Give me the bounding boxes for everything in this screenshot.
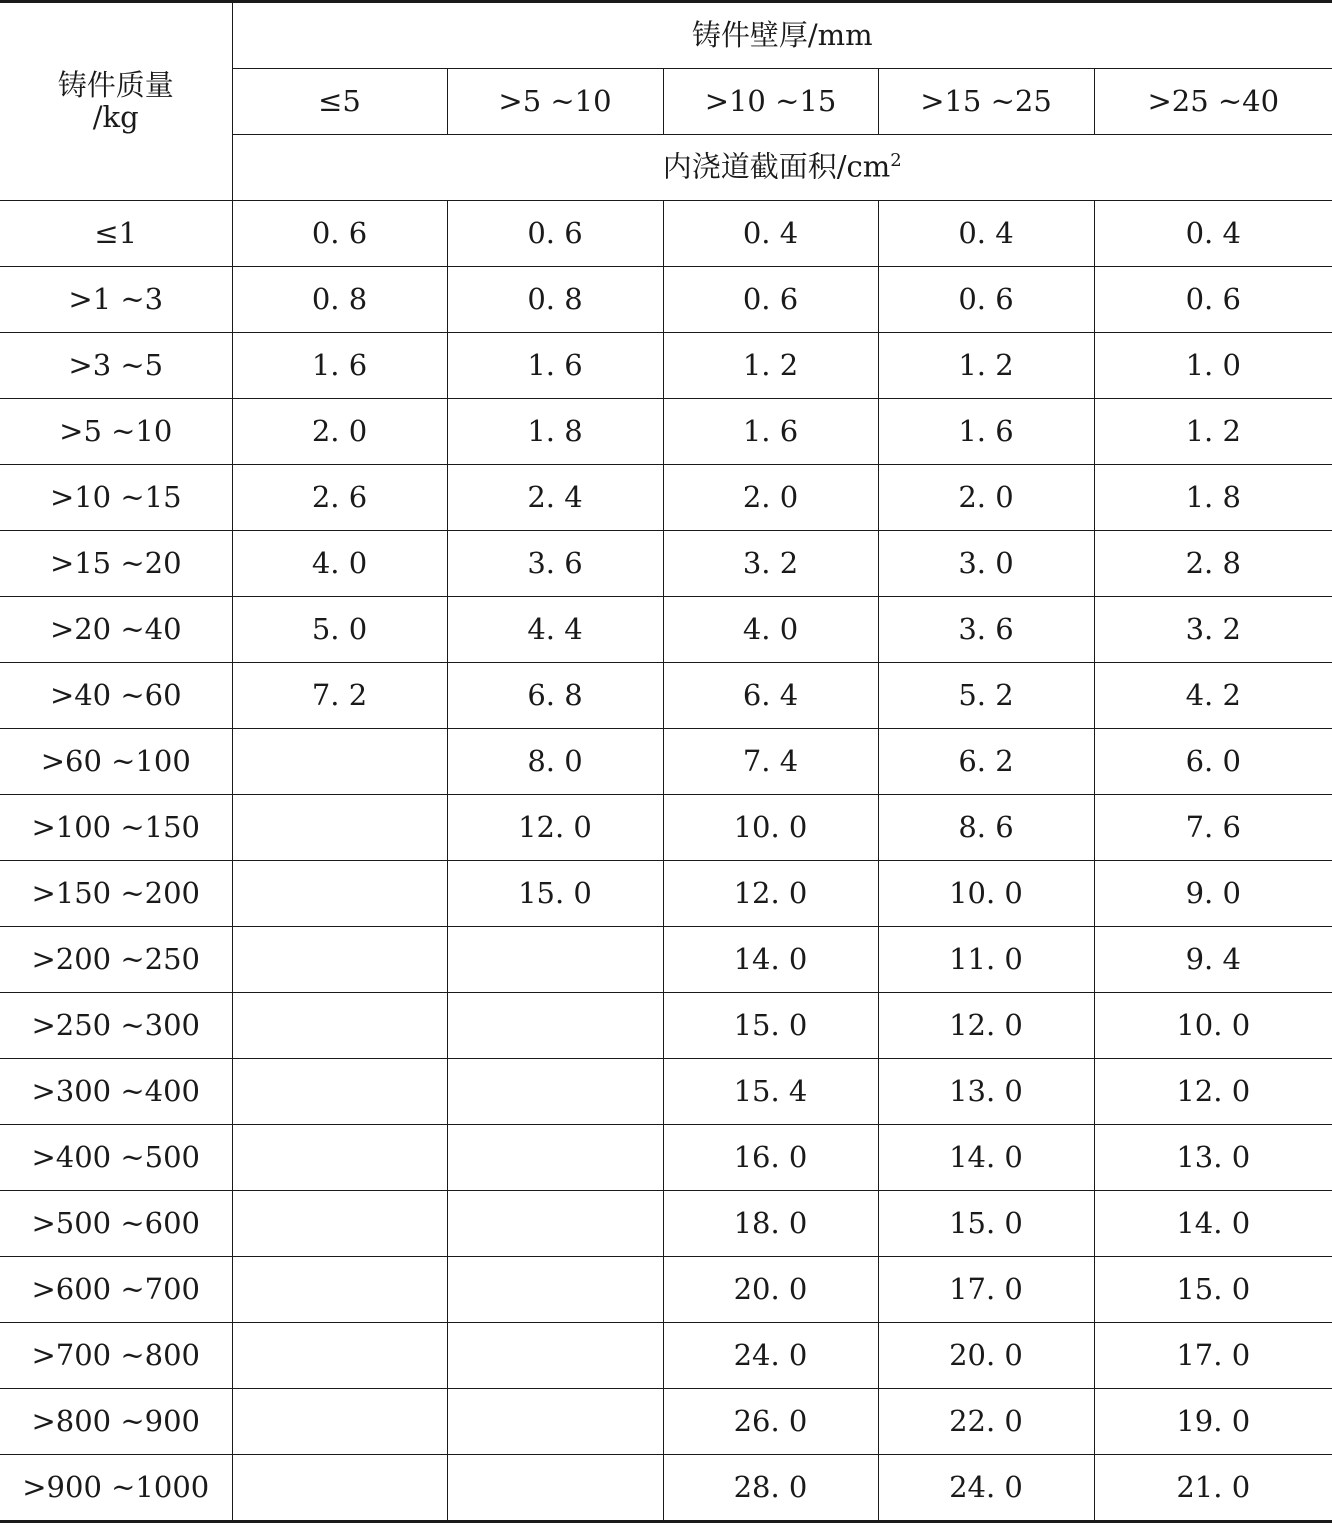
gate-area-cell xyxy=(232,1389,447,1455)
table-row xyxy=(0,927,1332,993)
gate-area-cell: 15. 0 xyxy=(878,1191,1094,1257)
gate-area-cell: 3. 6 xyxy=(447,531,663,597)
gate-area-cell: 7. 6 xyxy=(1094,795,1332,861)
table-row xyxy=(0,1059,1332,1125)
table-row xyxy=(0,861,1332,927)
table-row xyxy=(0,1191,1332,1257)
table-row xyxy=(0,1389,1332,1455)
gate-area-cell xyxy=(447,1191,663,1257)
gate-area-cell: 2. 8 xyxy=(1094,531,1332,597)
casting-mass-unit: /kg xyxy=(92,99,139,134)
row-label-mass-range: >500 ~600 xyxy=(0,1191,232,1257)
gate-area-cell: 1. 6 xyxy=(663,399,878,465)
gate-area-cell: 13. 0 xyxy=(878,1059,1094,1125)
gate-area-cell: 2. 0 xyxy=(878,465,1094,531)
gate-area-cell: 0. 8 xyxy=(447,267,663,333)
gate-area-cell: 1. 2 xyxy=(1094,399,1332,465)
gate-area-cell xyxy=(447,927,663,993)
gate-area-unit-exponent: 2 xyxy=(890,150,902,172)
row-label-mass-range: >600 ~700 xyxy=(0,1257,232,1323)
gate-area-cell: 2. 4 xyxy=(447,465,663,531)
table-row xyxy=(0,663,1332,729)
gate-area-cell: 0. 6 xyxy=(232,201,447,267)
gate-area-cell: 7. 2 xyxy=(232,663,447,729)
gate-area-cell: 1. 2 xyxy=(663,333,878,399)
col-header-thickness: >15 ~25 xyxy=(878,69,1094,135)
gate-area-cell: 21. 0 xyxy=(1094,1455,1332,1522)
gate-area-cell xyxy=(447,1455,663,1522)
gate-area-cell: 15. 0 xyxy=(663,993,878,1059)
gate-area-cell: 1. 6 xyxy=(232,333,447,399)
table-row xyxy=(0,333,1332,399)
gate-area-cell: 3. 0 xyxy=(878,531,1094,597)
col-header-thickness: ≤5 xyxy=(232,69,447,135)
col-header-thickness: >25 ~40 xyxy=(1094,69,1332,135)
gate-area-cell: 28. 0 xyxy=(663,1455,878,1522)
casting-mass-header xyxy=(0,2,232,201)
gate-area-cell xyxy=(232,861,447,927)
gate-area-cell: 1. 8 xyxy=(1094,465,1332,531)
gate-area-cell: 0. 4 xyxy=(878,201,1094,267)
gate-area-cell xyxy=(232,1125,447,1191)
gate-area-cell: 3. 6 xyxy=(878,597,1094,663)
gate-area-cell xyxy=(232,927,447,993)
gate-area-cell: 17. 0 xyxy=(1094,1323,1332,1389)
gate-area-cell xyxy=(447,1257,663,1323)
gate-area-cell: 8. 6 xyxy=(878,795,1094,861)
table-row xyxy=(0,1125,1332,1191)
gate-area-title: 内浇道截面积/cm xyxy=(662,149,891,184)
gate-area-cell: 10. 0 xyxy=(663,795,878,861)
gate-area-cell: 11. 0 xyxy=(878,927,1094,993)
table-row xyxy=(0,1455,1332,1522)
row-label-mass-range: >40 ~60 xyxy=(0,663,232,729)
gate-area-cell: 17. 0 xyxy=(878,1257,1094,1323)
gate-area-cell: 0. 6 xyxy=(1094,267,1332,333)
row-label-mass-range: ≤1 xyxy=(0,201,232,267)
gate-area-cell: 22. 0 xyxy=(878,1389,1094,1455)
gate-area-cell: 5. 0 xyxy=(232,597,447,663)
gate-area-cell: 6. 8 xyxy=(447,663,663,729)
wall-thickness-header: 铸件壁厚/mm xyxy=(232,2,1332,69)
table-row xyxy=(0,531,1332,597)
gate-area-cell: 24. 0 xyxy=(663,1323,878,1389)
gate-area-cell: 15. 4 xyxy=(663,1059,878,1125)
gate-area-cell: 0. 4 xyxy=(663,201,878,267)
gate-area-cell: 2. 6 xyxy=(232,465,447,531)
gate-area-cell: 24. 0 xyxy=(878,1455,1094,1522)
gate-area-cell: 16. 0 xyxy=(663,1125,878,1191)
gate-area-cell: 9. 4 xyxy=(1094,927,1332,993)
gate-area-cell: 6. 0 xyxy=(1094,729,1332,795)
table-row xyxy=(0,729,1332,795)
gate-area-header xyxy=(232,135,1332,201)
gate-area-cell: 20. 0 xyxy=(663,1257,878,1323)
gate-area-cell xyxy=(447,1323,663,1389)
gate-area-cell: 0. 6 xyxy=(663,267,878,333)
col-header-thickness: >10 ~15 xyxy=(663,69,878,135)
gate-area-cell xyxy=(232,795,447,861)
gate-area-cell: 1. 6 xyxy=(878,399,1094,465)
gate-area-cell xyxy=(232,1323,447,1389)
gate-area-cell: 4. 0 xyxy=(232,531,447,597)
gate-area-cell xyxy=(232,729,447,795)
gate-area-cell: 12. 0 xyxy=(878,993,1094,1059)
gate-area-cell: 7. 4 xyxy=(663,729,878,795)
gate-area-cell xyxy=(232,993,447,1059)
row-label-mass-range: >10 ~15 xyxy=(0,465,232,531)
gate-area-cell: 12. 0 xyxy=(1094,1059,1332,1125)
table-row xyxy=(0,201,1332,267)
gate-area-cell xyxy=(447,1125,663,1191)
gate-area-cell: 13. 0 xyxy=(1094,1125,1332,1191)
table-row xyxy=(0,1257,1332,1323)
gate-area-cell: 2. 0 xyxy=(663,465,878,531)
row-label-mass-range: >20 ~40 xyxy=(0,597,232,663)
gate-area-cell: 15. 0 xyxy=(447,861,663,927)
header-row-wall-thickness xyxy=(0,2,1332,69)
gate-area-cell: 14. 0 xyxy=(663,927,878,993)
gate-area-cell: 14. 0 xyxy=(878,1125,1094,1191)
row-label-mass-range: >200 ~250 xyxy=(0,927,232,993)
gate-area-cell: 15. 0 xyxy=(1094,1257,1332,1323)
row-label-mass-range: >250 ~300 xyxy=(0,993,232,1059)
row-label-mass-range: >300 ~400 xyxy=(0,1059,232,1125)
table-row xyxy=(0,597,1332,663)
gate-area-cell: 4. 2 xyxy=(1094,663,1332,729)
gate-area-cell: 6. 2 xyxy=(878,729,1094,795)
row-label-mass-range: >3 ~5 xyxy=(0,333,232,399)
gate-area-cell: 19. 0 xyxy=(1094,1389,1332,1455)
gate-area-cell: 9. 0 xyxy=(1094,861,1332,927)
gate-area-cell: 0. 6 xyxy=(447,201,663,267)
gate-area-cell: 12. 0 xyxy=(663,861,878,927)
row-label-mass-range: >700 ~800 xyxy=(0,1323,232,1389)
gate-area-cell: 12. 0 xyxy=(447,795,663,861)
gate-area-cell: 1. 0 xyxy=(1094,333,1332,399)
gate-area-cell: 0. 6 xyxy=(878,267,1094,333)
gate-area-cell: 2. 0 xyxy=(232,399,447,465)
gate-area-cell: 0. 8 xyxy=(232,267,447,333)
gate-area-cell: 1. 8 xyxy=(447,399,663,465)
gate-area-cell xyxy=(447,1059,663,1125)
row-label-mass-range: >1 ~3 xyxy=(0,267,232,333)
gate-area-cell xyxy=(232,1455,447,1522)
gate-area-cell xyxy=(232,1257,447,1323)
table-row xyxy=(0,795,1332,861)
row-label-mass-range: >800 ~900 xyxy=(0,1389,232,1455)
table-row xyxy=(0,1323,1332,1389)
row-label-mass-range: >5 ~10 xyxy=(0,399,232,465)
gate-area-cell: 6. 4 xyxy=(663,663,878,729)
gate-area-cell: 4. 4 xyxy=(447,597,663,663)
gate-area-cell: 18. 0 xyxy=(663,1191,878,1257)
gate-area-cell: 3. 2 xyxy=(1094,597,1332,663)
gate-area-cell xyxy=(447,993,663,1059)
gate-area-cell: 8. 0 xyxy=(447,729,663,795)
row-label-mass-range: >60 ~100 xyxy=(0,729,232,795)
gate-area-cell: 3. 2 xyxy=(663,531,878,597)
gate-area-cell: 5. 2 xyxy=(878,663,1094,729)
gate-area-cell: 20. 0 xyxy=(878,1323,1094,1389)
table-row xyxy=(0,399,1332,465)
gate-area-cell: 1. 6 xyxy=(447,333,663,399)
table-row xyxy=(0,465,1332,531)
table-row xyxy=(0,267,1332,333)
table-body xyxy=(0,2,1332,1522)
gate-area-cell: 10. 0 xyxy=(878,861,1094,927)
casting-mass-label: 铸件质量 xyxy=(57,67,174,102)
gate-area-cell xyxy=(447,1389,663,1455)
table-row xyxy=(0,993,1332,1059)
gate-area-cell: 4. 0 xyxy=(663,597,878,663)
gate-area-cell xyxy=(232,1191,447,1257)
row-label-mass-range: >400 ~500 xyxy=(0,1125,232,1191)
gate-area-cell: 1. 2 xyxy=(878,333,1094,399)
row-label-mass-range: >100 ~150 xyxy=(0,795,232,861)
gate-area-cell: 14. 0 xyxy=(1094,1191,1332,1257)
gate-area-cell: 0. 4 xyxy=(1094,201,1332,267)
gate-area-cell: 26. 0 xyxy=(663,1389,878,1455)
gate-area-cell xyxy=(232,1059,447,1125)
gate-area-cell: 10. 0 xyxy=(1094,993,1332,1059)
row-label-mass-range: >150 ~200 xyxy=(0,861,232,927)
col-header-thickness: >5 ~10 xyxy=(447,69,663,135)
row-label-mass-range: >15 ~20 xyxy=(0,531,232,597)
row-label-mass-range: >900 ~1000 xyxy=(0,1455,232,1522)
